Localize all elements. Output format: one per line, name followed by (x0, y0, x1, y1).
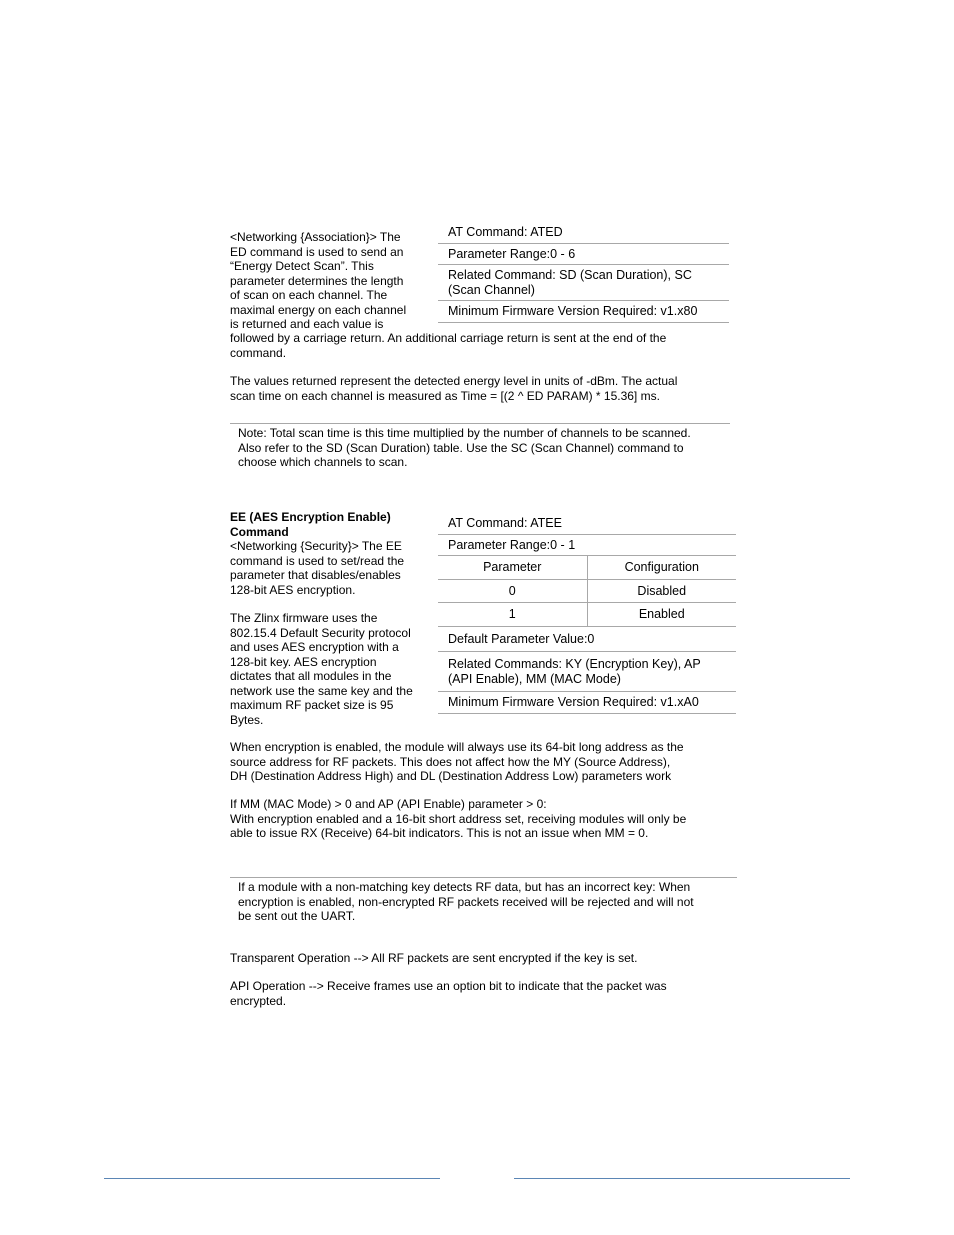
related-command-row (438, 265, 729, 301)
text-line (230, 525, 422, 540)
table-cell: 0 (438, 580, 588, 603)
text-line: Related Commands: KY (Encryption Key), AP (448, 657, 701, 671)
ee-zlinx-paragraph (230, 611, 422, 727)
ee-api-operation (230, 979, 720, 1008)
ed-description (230, 230, 422, 332)
default-value-row: Default Parameter Value:0 (438, 627, 736, 653)
text-line: of scan on each channel. The (230, 288, 388, 302)
ee-note (230, 877, 737, 924)
table-cell: 1 (438, 603, 588, 626)
text-line: network use the same key and the (230, 683, 413, 698)
text-line: ED command is used to send an (230, 244, 404, 259)
text-line: Bytes. (230, 712, 264, 727)
text-line: <Networking {Association}> The (230, 230, 401, 244)
text-line: source address for RF packets. This does not affect how the MY (Source Address), (230, 754, 671, 769)
text-line: parameter that disables/enables (230, 568, 401, 582)
text-line: The values returned represent the detected energy level in units of -dBm. The actual (230, 374, 678, 388)
min-firmware-row: Minimum Firmware Version Required: v1.x80 (438, 301, 729, 323)
text-line: Related Command: SD (Scan Duration), SC (448, 268, 692, 282)
text-line: be sent out the UART. (238, 909, 356, 923)
parameter-range-row: Parameter Range:0 - 6 (438, 244, 729, 266)
table-row (438, 580, 736, 604)
text-line: With encryption enabled and a 16-bit short address set, receiving modules will only be (230, 811, 687, 826)
text-line (230, 510, 422, 525)
text-line: (Scan Channel) (448, 282, 535, 297)
related-commands-row (438, 652, 736, 692)
table-row (438, 603, 736, 627)
text-line: DH (Destination Address High) and DL (Destination Address Low) parameters work (230, 769, 672, 783)
text-line: dictates that all modules in the (230, 669, 392, 683)
text-line: Also refer to the SD (Scan Duration) table. Use the SC (Scan Channel) command to (238, 440, 684, 455)
ee-heading (230, 510, 422, 539)
text-line: scan time on each channel is measured as Time = [(2 ^ ED PARAM) * 15.36] ms. (230, 388, 660, 403)
min-firmware-row: Minimum Firmware Version Required: v1.xA0 (438, 692, 736, 714)
column-header-configuration: Configuration (624, 560, 699, 574)
text-line: Transparent Operation --> All RF packets are sent encrypted if the key is set. (230, 951, 638, 965)
heading-text: EE (AES Encryption Enable) (230, 510, 391, 524)
text-line: (API Enable), MM (MAC Mode) (448, 671, 621, 686)
text-line: choose which channels to scan. (238, 455, 408, 469)
table-cell: Disabled (637, 583, 687, 598)
at-command-row: AT Command: ATED (438, 222, 729, 244)
ed-values-paragraph (230, 374, 720, 403)
column-header-parameter: Parameter (438, 556, 588, 579)
text-line: and uses AES encryption with a (230, 640, 399, 654)
text-line: maximal energy on each channel (230, 302, 407, 317)
text-line: encryption is enabled, non-encrypted RF packets received will be rejected and will not (238, 894, 694, 909)
ee-encryption-paragraph (230, 740, 720, 784)
text-line: “Energy Detect Scan”. This (230, 259, 374, 273)
ee-transparent-operation (230, 951, 720, 966)
text-line: API Operation --> Receive frames use an option bit to indicate that the packet was (230, 979, 667, 993)
text-line: <Networking {Security}> The EE (230, 539, 402, 553)
ee-description (230, 539, 422, 597)
at-command-row: AT Command: ATEE (438, 513, 736, 535)
ed-note (230, 423, 730, 470)
text-line: When encryption is enabled, the module will always use its 64-bit long address as the (230, 740, 684, 754)
table-header-row (438, 556, 736, 580)
text-line: 128-bit AES encryption. (230, 582, 356, 597)
text-line: is returned and each value is (230, 317, 384, 331)
text-line: maximum RF packet size is 95 (230, 698, 394, 712)
text-line: 802.15.4 Default Security protocol (230, 625, 411, 640)
footer-rule-left (104, 1178, 440, 1179)
text-line: able to issue RX (Receive) 64-bit indicators. This is not an issue when MM = 0. (230, 826, 649, 840)
ed-command-table (438, 222, 729, 323)
ee-command-table (438, 513, 736, 714)
parameter-range-row: Parameter Range:0 - 1 (438, 535, 736, 557)
text-line: 128-bit key. AES encryption (230, 654, 377, 669)
footer-rule-right (514, 1178, 850, 1179)
text-line: command. (230, 345, 287, 360)
text-line: The Zlinx firmware uses the (230, 611, 378, 625)
table-cell: Enabled (638, 607, 685, 621)
text-line: followed by a carriage return. An additional carriage return is sent at the end of the (230, 331, 667, 345)
text-line: encrypted. (230, 993, 287, 1008)
text-line: If MM (MAC Mode) > 0 and AP (API Enable) parameter > 0: (230, 797, 547, 811)
heading-text: Command (230, 524, 289, 539)
text-line: command is used to set/read the (230, 553, 405, 568)
text-line: If a module with a non-matching key detects RF data, but has an incorrect key: When (238, 880, 691, 894)
ee-mac-mode-paragraph (230, 797, 720, 841)
text-line: parameter determines the length (230, 273, 404, 288)
text-line: Note: Total scan time is this time multiplied by the number of channels to be scanned. (238, 426, 691, 440)
ed-description-continued (230, 331, 720, 360)
